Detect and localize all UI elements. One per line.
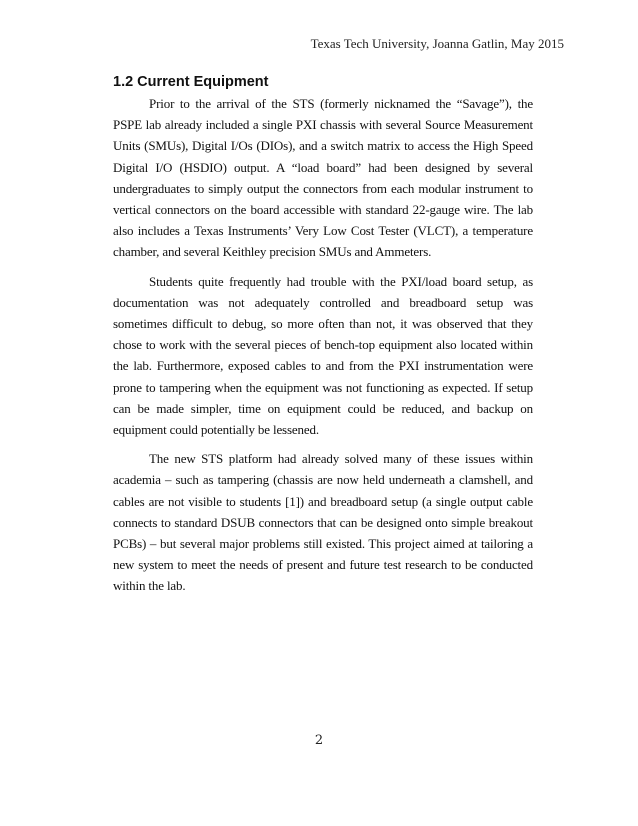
running-header: Texas Tech University, Joanna Gatlin, May 2015 bbox=[310, 36, 564, 51]
paragraph-3: The new STS platform had already solved many of these issues within academia – such as tampering (chassis are now held underneath a clamshell, and cables are not visible to students [1]) and breadboard setup (a single output cable connects to standard DSUB connectors that can be designed onto simple breakout PCBs) – but several major problems still existed. This project aimed at tailoring a new system to meet the needs of present and future test research to be conducted within the lab. bbox=[113, 451, 533, 594]
section-heading: 1.2 Current Equipment bbox=[113, 74, 269, 90]
page-number: 2 bbox=[314, 733, 324, 748]
section-body bbox=[113, 93, 533, 605]
paragraph-1: Prior to the arrival of the STS (formerly nicknamed the “Savage”), the PSPE lab already included a single PXI chassis with several Source Measurement Units (SMUs), Digital I/Os (DIOs), and a switch matrix to access the High Speed Digital I/O (HSDIO) output. A “load board” had been designed by several undergraduates to simply output the connectors from each modular instrument to vertical connectors on the board accessible with standard 22-gauge wire. The lab also includes a Texas Instruments’ Very Low Cost Tester (VLCT), a temperature chamber, and several Keithley precision SMUs and Ammeters. bbox=[113, 96, 533, 260]
paragraph-2: Students quite frequently had trouble with the PXI/load board setup, as documentation was not adequately controlled and breadboard setup was sometimes difficult to debug, so more often than not, it was observed that they chose to work with the several pieces of bench-top equipment also located within the lab. Furthermore, exposed cables to and from the PXI instrumentation were prone to tampering when the equipment was not functioning as expected. If setup can be made simpler, time on equipment could be reduced, and backup on equipment could potentially be lessened. bbox=[113, 273, 533, 438]
